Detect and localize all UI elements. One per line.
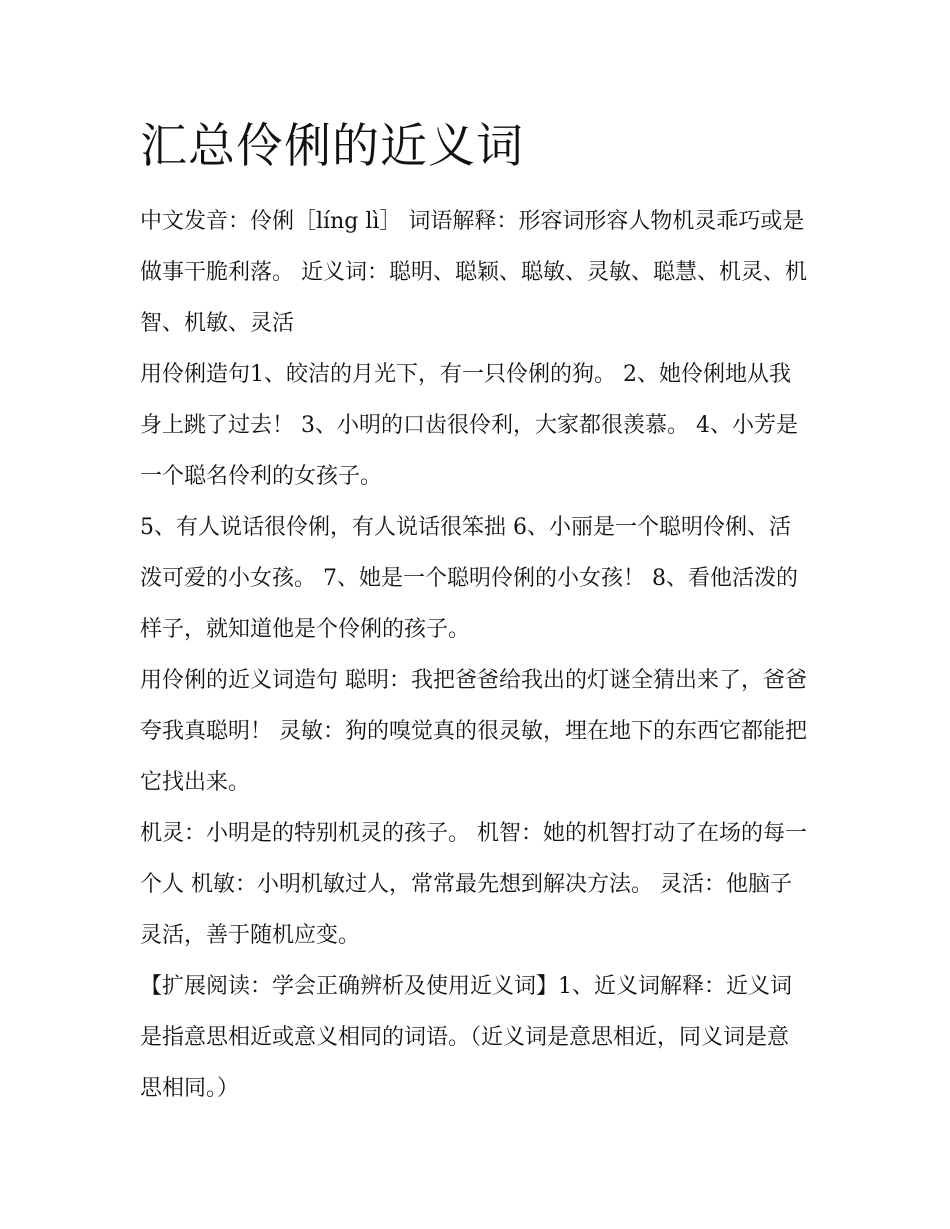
paragraph-extended-reading: 【扩展阅读：学会正确辨析及使用近义词】1、近义词解释：近义词是指意思相近或意义相同的词语。（近义词是意思相近，同义词是意思相同。） [140,974,792,1101]
paragraph-sentences-1: 用伶俐造句1、皎洁的月光下，有一只伶俐的狗。 2、她伶俐地从我身上跳了过去！ 3、小明的口齿很伶利，大家都很羡慕。 4、小芳是一个聪名伶利的女孩子。 [140,362,798,489]
paragraph-synonym-sentences: 用伶俐的近义词造句 聪明：我把爸爸给我出的灯谜全猜出来了，爸爸夸我真聪明！ 灵敏：狗的嗅觉真的很灵敏，埋在地下的东西它都能把它找出来。 [140,668,807,795]
paragraph-sentences-2: 5、有人说话很伶俐，有人说话很笨拙 6、小丽是一个聪明伶俐、活泼可爱的小女孩。 7、她是一个聪明伶俐的小女孩！ 8、看他活泼的样子，就知道他是个伶俐的孩子。 [140,515,798,642]
paragraph-pronunciation: 中文发音：伶俐［líng lì］ 词语解释：形容词形容人物机灵乖巧或是做事干脆利落。 近义词：聪明、聪颖、聪敏、灵敏、聪慧、机灵、机智、机敏、灵活 [140,209,807,336]
document-page [140,110,810,1114]
paragraph-synonym-sentences-2: 机灵：小明是的特别机灵的孩子。 机智：她的机智打动了在场的每一个人 机敏：小明机敏过人，常常最先想到解决方法。 灵活：他脑子灵活，善于随机应变。 [140,821,807,948]
page-title: 汇总伶俐的近义词 [140,119,524,174]
